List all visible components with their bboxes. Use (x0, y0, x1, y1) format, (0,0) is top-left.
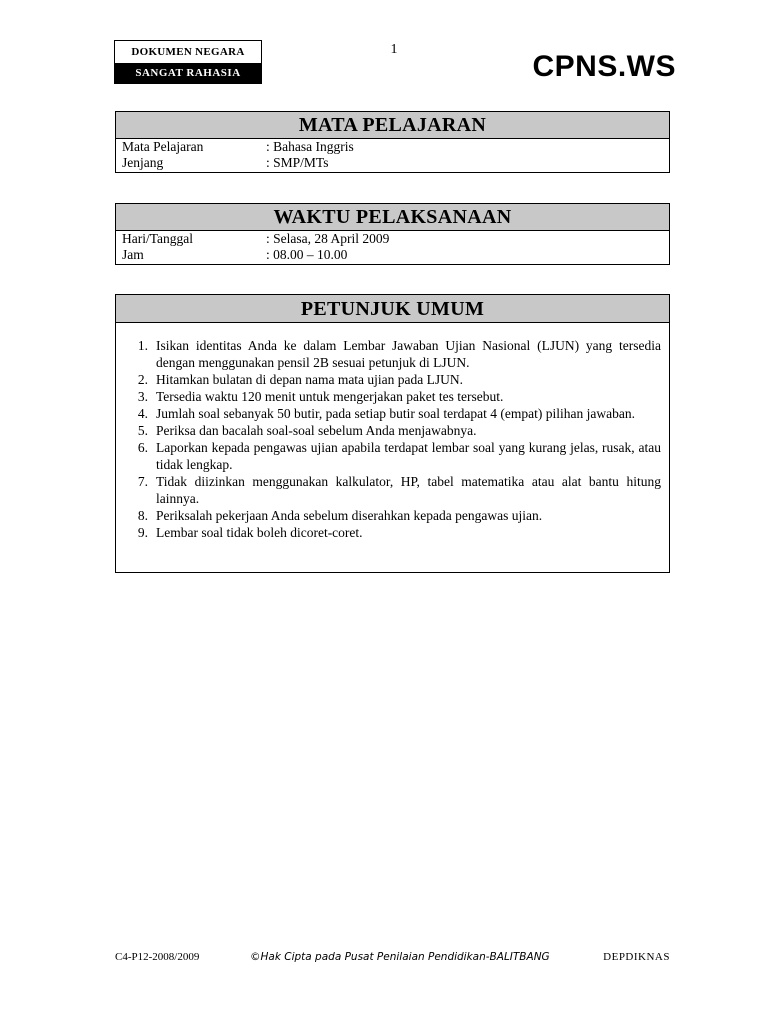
item-text: Tidak diizinkan menggunakan kalkulator, HP, tabel matematika atau alat bantu hitung lainnya. (156, 474, 661, 506)
time-row (116, 247, 669, 263)
list-item (124, 337, 661, 371)
item-text: Tersedia waktu 120 menit untuk mengerjakan paket tes tersebut. (156, 389, 504, 404)
list-item (124, 439, 661, 473)
subject-box-title: MATA PELAJARAN (116, 112, 669, 139)
list-item (124, 388, 661, 405)
row-value: : SMP/MTs (266, 155, 329, 170)
list-item (124, 422, 661, 439)
subject-row (116, 139, 669, 155)
list-item (124, 507, 661, 524)
item-text: Periksa dan bacalah soal-soal sebelum Anda menjawabnya. (156, 423, 477, 438)
subject-box (115, 111, 670, 173)
item-number: 2. (137, 372, 148, 387)
list-item (124, 473, 661, 507)
item-number: 8. (137, 508, 148, 523)
item-number: 9. (137, 525, 148, 540)
page-footer (115, 951, 670, 967)
item-text: Laporkan kepada pengawas ujian apabila terdapat lembar soal yang kurang jelas, rusak, atau tidak lengkap. (156, 440, 661, 472)
row-label: Jenjang (122, 155, 164, 170)
instructions-list (116, 323, 669, 541)
item-number: 5. (137, 423, 148, 438)
row-label: Hari/Tanggal (122, 231, 194, 246)
organization-name: DEPDIKNAS (603, 951, 670, 963)
instructions-box (115, 294, 670, 573)
schedule-box-title: WAKTU PELAKSANAAN (116, 204, 669, 231)
item-number: 4. (137, 406, 148, 421)
classification-stamp (114, 40, 262, 84)
item-number: 3. (137, 389, 148, 404)
date-row (116, 231, 669, 247)
document-code: C4-P12-2008/2009 (115, 951, 200, 963)
stamp-document-label: DOKUMEN NEGARA (131, 46, 245, 58)
row-label: Jam (122, 247, 144, 262)
item-number: 1. (137, 338, 148, 353)
row-value: : 08.00 – 10.00 (266, 247, 348, 262)
item-text: Lembar soal tidak boleh dicoret-coret. (156, 525, 363, 540)
item-number: 7. (137, 474, 148, 489)
item-text: Jumlah soal sebanyak 50 butir, pada setiap butir soal terdapat 4 (empat) pilihan jawaban. (156, 406, 635, 421)
list-item (124, 405, 661, 422)
copyright-notice: ©Hak Cipta pada Pusat Penilaian Pendidikan-BALITBANG (250, 951, 550, 963)
row-label: Mata Pelajaran (122, 139, 204, 154)
row-value: : Selasa, 28 April 2009 (266, 231, 390, 246)
list-item (124, 371, 661, 388)
item-text: Hitamkan bulatan di depan nama mata ujian pada LJUN. (156, 372, 464, 387)
item-text: Periksalah pekerjaan Anda sebelum diserahkan kepada pengawas ujian. (156, 508, 543, 523)
level-row (116, 155, 669, 171)
instructions-box-title: PETUNJUK UMUM (116, 295, 669, 323)
page-number: 1 (390, 42, 398, 57)
brand-logo-text: CPNS.WS (532, 50, 676, 83)
list-item (124, 524, 661, 541)
stamp-secrecy-label: SANGAT RAHASIA (115, 63, 261, 84)
schedule-box (115, 203, 670, 265)
row-value: : Bahasa Inggris (266, 139, 354, 154)
item-number: 6. (137, 440, 148, 455)
item-text: Isikan identitas Anda ke dalam Lembar Jawaban Ujian Nasional (LJUN) yang tersedia dengan menggunakan pensil 2B sesuai petunjuk di LJUN. (156, 338, 661, 370)
